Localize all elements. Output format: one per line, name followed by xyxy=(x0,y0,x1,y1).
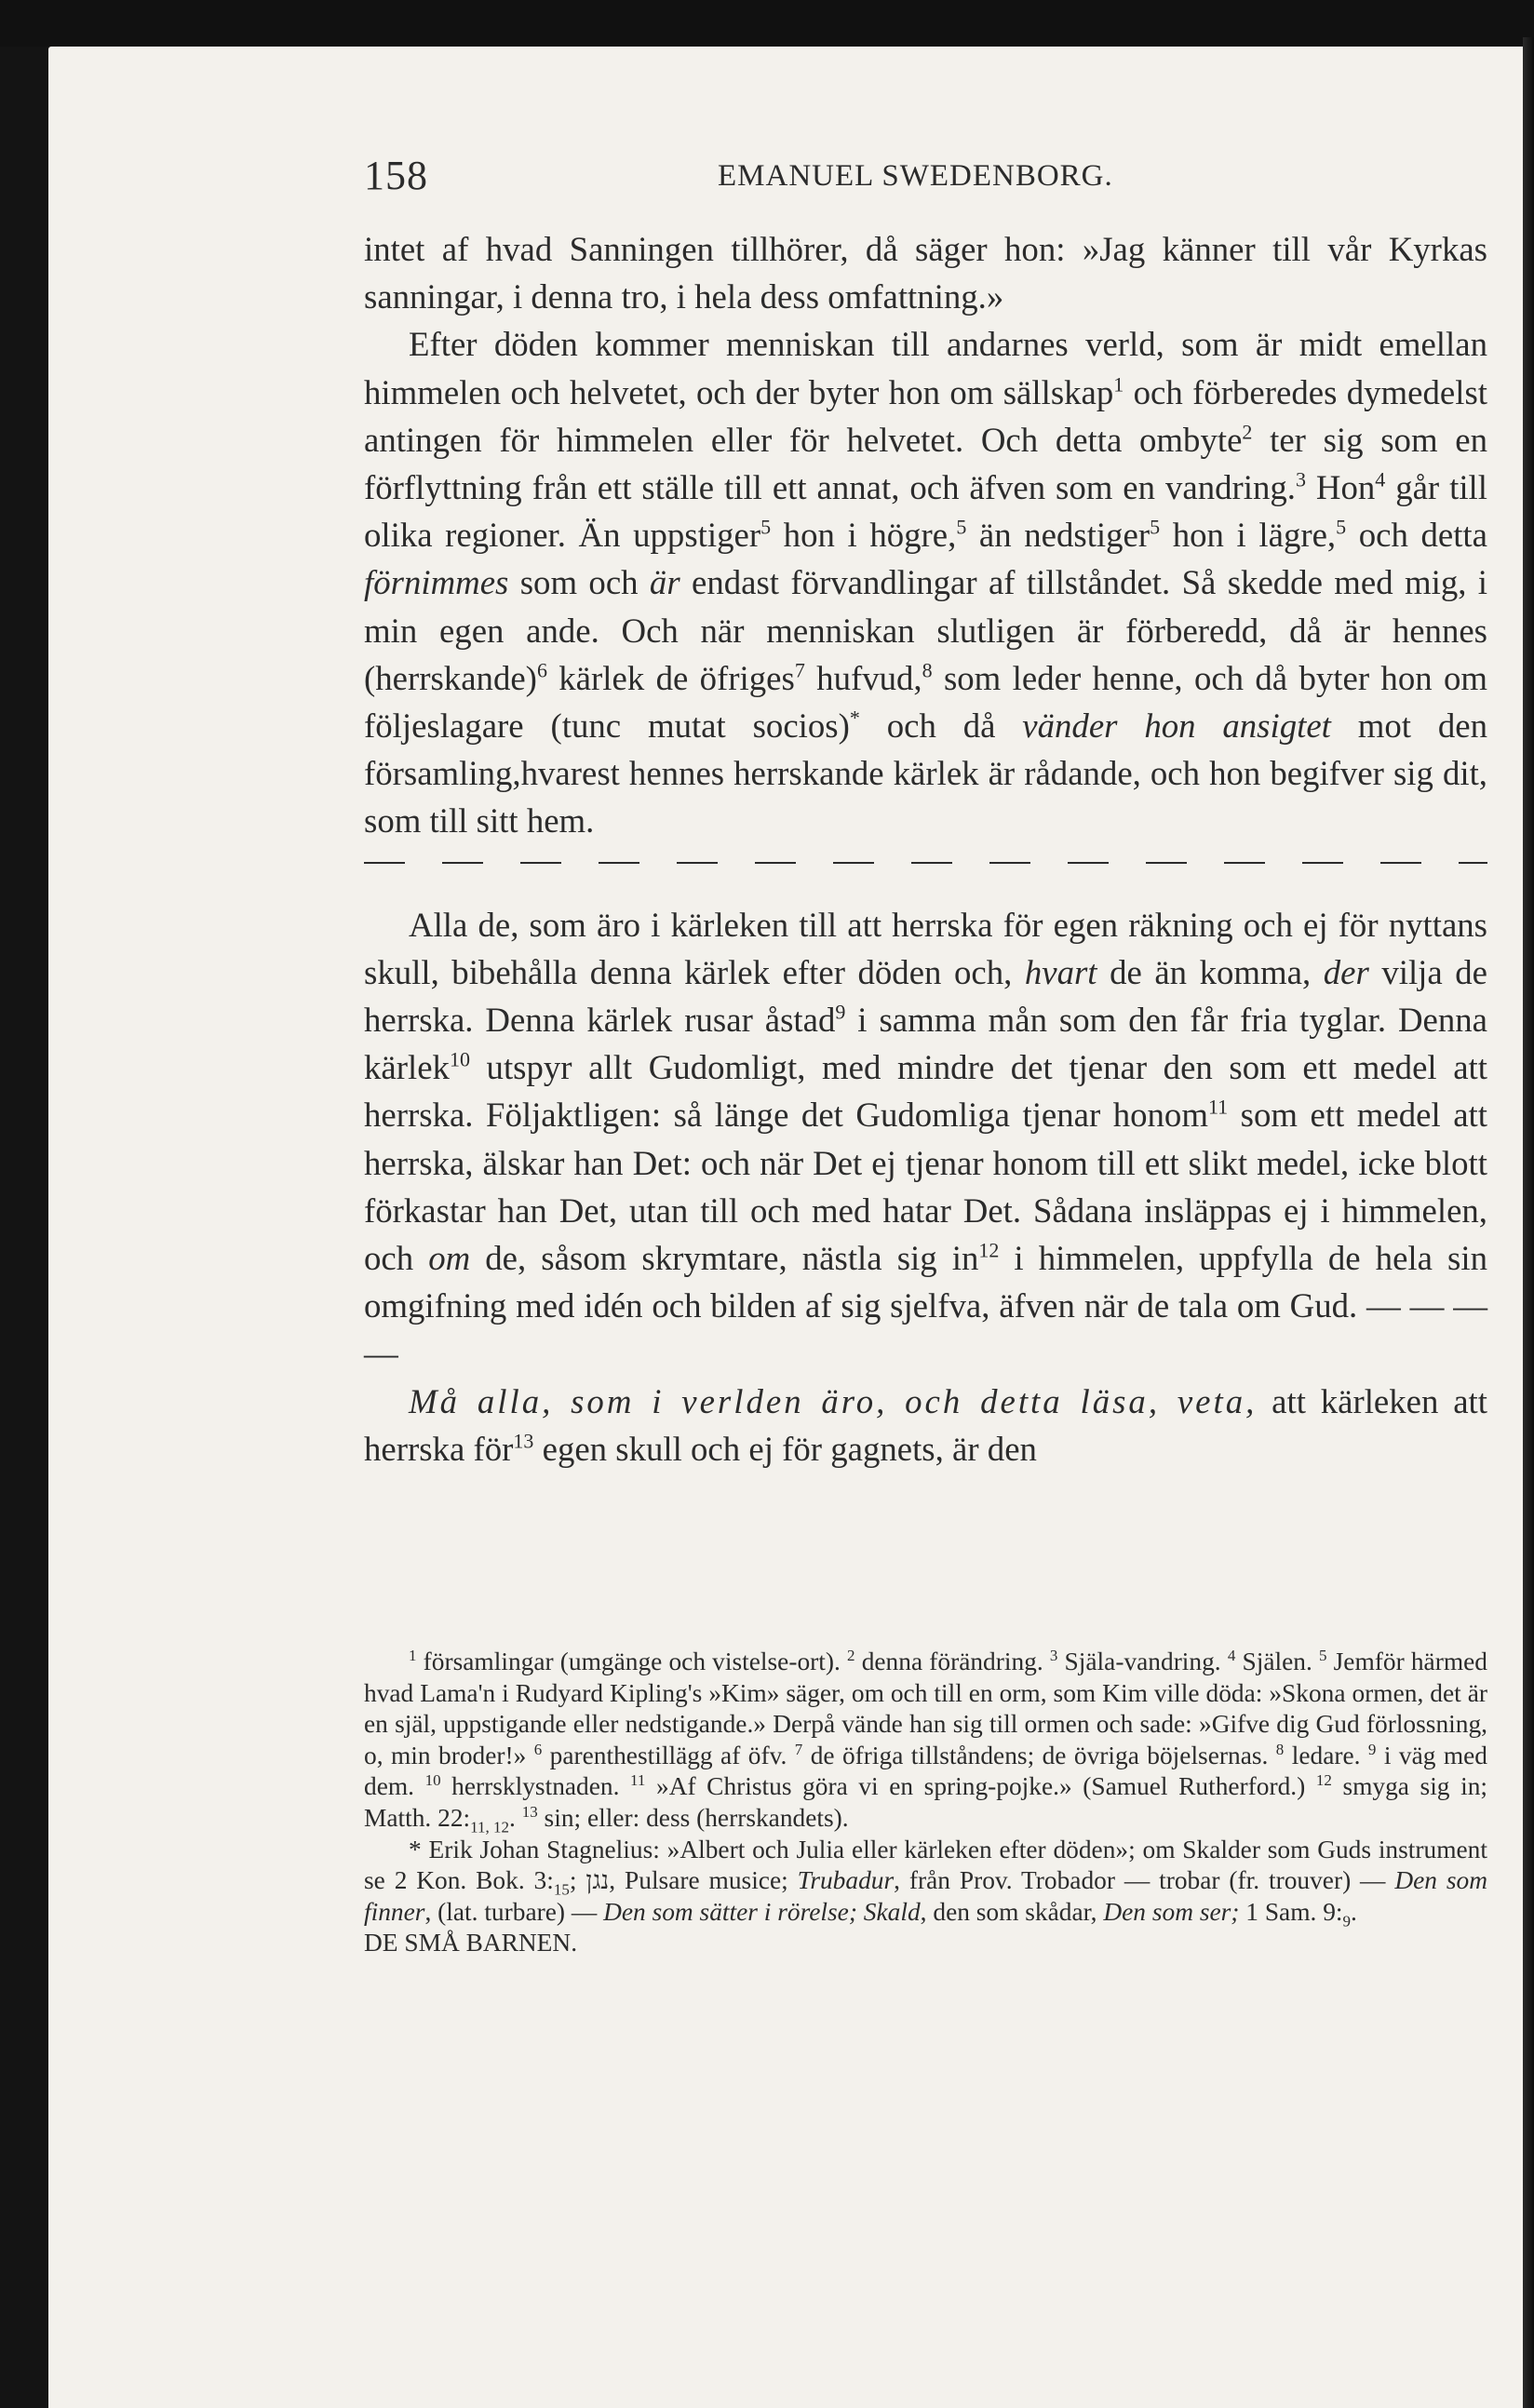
dashed-separator xyxy=(364,851,1487,875)
text: Själa-vandring. xyxy=(1057,1648,1228,1675)
text: 1 Sam. 9: xyxy=(1239,1897,1343,1926)
text: Hon xyxy=(1305,468,1376,507)
footnote-marker: 9 xyxy=(1367,1740,1377,1758)
text: och förberedes dymedelst antingen för himmelen eller för helvetet. Och detta ombyte xyxy=(364,372,1487,459)
footnote-marker: 3 xyxy=(1049,1646,1058,1664)
text: de, såsom skrymtare, nästla sig in xyxy=(470,1239,979,1278)
text: i väg med dem. xyxy=(364,1741,1488,1801)
text: som leder henne, och då byter hon om följeslagare (tunc mutat socios) xyxy=(364,658,1487,746)
header-title: EMANUEL SWEDENBORG. xyxy=(718,159,1113,193)
scan-background-top xyxy=(0,0,1534,47)
running-head xyxy=(364,152,1487,208)
text: parenthestillägg af öfv. xyxy=(542,1741,795,1769)
text: kärlek de öfriges xyxy=(546,658,795,697)
text: Efter döden kommer menniskan till andarnes verld, som är midt emellan himmelen och helvetet, och der byter hon om sällskap xyxy=(364,325,1487,411)
footnote-ref-star: * xyxy=(849,706,860,730)
paragraph-2 xyxy=(364,320,1487,844)
italic-text: om xyxy=(428,1239,471,1278)
footnote-marker: 12 xyxy=(1315,1771,1332,1790)
paragraph-1 xyxy=(364,225,1487,320)
footnote-ref-7: 7 xyxy=(794,658,805,682)
footnote-ref-13: 13 xyxy=(513,1429,534,1453)
footnote-ref-11: 11 xyxy=(1207,1096,1229,1120)
text: ledare. xyxy=(1284,1741,1368,1769)
footnotes xyxy=(364,1647,1487,1959)
text: ; xyxy=(569,1866,586,1895)
text: de öfriga tillståndens; de övriga böjelsernas. xyxy=(802,1741,1276,1769)
footnote-marker: 7 xyxy=(794,1740,803,1758)
text: , den som skådar, xyxy=(920,1897,1104,1926)
footnote-ref-8: 8 xyxy=(922,658,933,682)
text: att kärleken att herrska för xyxy=(364,1381,1487,1468)
verse-reference: 15 xyxy=(553,1880,570,1899)
text: Alla de, som äro i kärleken till att herrska för egen räkning och ej för nyttans skull, bibehålla denna kärlek efter döden och, xyxy=(364,905,1487,991)
text: hufvud, xyxy=(804,658,922,697)
text: hon i lägre, xyxy=(1160,516,1337,555)
footnote-ref-5: 5 xyxy=(1150,515,1161,539)
text: vilja de herrska. Denna kärlek rusar åstad xyxy=(364,952,1487,1040)
text: egen skull och ej för gagnets, är den xyxy=(533,1429,1037,1468)
footnote-ref-9: 9 xyxy=(835,1000,846,1024)
footnote-marker: 5 xyxy=(1318,1646,1327,1664)
footnote-ref-4: 4 xyxy=(1375,467,1386,491)
text: än nedstiger xyxy=(966,516,1150,555)
letterspaced-italic-text: Må alla, som i verlden äro, och detta läsa, veta, xyxy=(409,1381,1258,1420)
footnote-ref-3: 3 xyxy=(1295,467,1306,491)
text: Jemför härmed hvad Lama'n i Rudyard Kipling's »Kim» säger, om och till en orm, som Kim ville döda: »Skona ormen, det är en själ, uppstigande eller nedstigande.» Derpå vände han sig till ormen och sade: »Gifve dig Gud förlossning, o, min broder!» xyxy=(364,1648,1487,1769)
text: . xyxy=(1351,1897,1357,1926)
text: sin; eller: dess (herrskandets). xyxy=(537,1803,849,1832)
paragraph-3 xyxy=(364,901,1487,1378)
text: som ett medel att herrska, älskar han Det: och när Det ej tjenar honom till ett slikt medel, icke blott förkastar han Det, utan till och med hatar Det. Sådana insläppas ej i himmelen, och xyxy=(364,1096,1487,1278)
text: och då xyxy=(859,706,1023,746)
text: i samma mån som den får fria tyglar. Denna kärlek xyxy=(364,1001,1487,1087)
verse-reference: 11, 12 xyxy=(470,1818,509,1836)
italic-text: Den som finner xyxy=(364,1866,1487,1926)
footnote-block-star xyxy=(364,1835,1487,1929)
catchword: DE SMÅ BARNEN. xyxy=(364,1929,578,1957)
text: , från Prov. Trobador — trobar (fr. trouver) — xyxy=(894,1866,1395,1895)
text: och detta xyxy=(1346,516,1487,555)
italic-text: Den som sätter i rörelse; Skald xyxy=(603,1897,921,1926)
italic-text: der xyxy=(1323,952,1369,991)
verse-reference: 9 xyxy=(1342,1912,1352,1930)
text: de än komma, xyxy=(1097,952,1324,991)
text: , Pulsare musice; xyxy=(609,1866,798,1895)
body-text xyxy=(364,225,1487,1473)
text: herrsklystnaden. xyxy=(440,1772,631,1801)
text: »Af Christus göra vi en spring-pojke.» (Samuel Rutherford.) xyxy=(645,1772,1316,1801)
footnote-ref-12: 12 xyxy=(978,1238,1000,1262)
text: ter sig som en förflyttning från ett ställe till ett annat, och äfven som en vandring. xyxy=(364,420,1487,507)
italic-text: Den som ser; xyxy=(1103,1897,1240,1926)
footnote-ref-5: 5 xyxy=(760,515,772,539)
text: församlingar (umgänge och vistelse-ort). xyxy=(416,1648,848,1675)
footnote-marker: 11 xyxy=(630,1771,646,1790)
text: endast förvandlingar af tillståndet. Så skedde med mig, i min egen ande. Och när menniskan slutligen är förberedd, då är hennes (herrskande) xyxy=(364,563,1487,697)
text: går till olika regioner. Än uppstiger xyxy=(364,468,1487,555)
footnote-ref-5: 5 xyxy=(1336,515,1347,539)
footnote-marker: 13 xyxy=(521,1802,538,1821)
scan-background-right xyxy=(1523,37,1534,2408)
footnote-marker: 2 xyxy=(847,1646,855,1664)
footnote-marker: 10 xyxy=(424,1771,441,1790)
hebrew-word: נגן xyxy=(585,1866,610,1895)
footnote-marker: 8 xyxy=(1275,1740,1285,1758)
text: . xyxy=(509,1803,522,1832)
italic-text: vänder hon ansigtet xyxy=(1022,706,1331,746)
footnote-ref-2: 2 xyxy=(1242,420,1253,444)
footnote-block-numbered xyxy=(364,1647,1487,1835)
footnote-ref-6: 6 xyxy=(536,658,547,682)
footnote-marker: 1 xyxy=(409,1646,417,1664)
italic-text: Trubadur xyxy=(797,1866,895,1895)
text: i himmelen, uppfylla de hela sin omgifning med idén och bilden af sig sjelfva, äfven när de tala om Gud. — — — — xyxy=(364,1239,1487,1373)
page-number: 158 xyxy=(364,153,428,198)
text: Själen. xyxy=(1235,1648,1319,1675)
text: mot den församling,hvarest hennes herrskande kärlek är rådande, och hon begifver sig dit, som till sitt hem. xyxy=(364,706,1487,841)
italic-text: är xyxy=(649,563,680,602)
footnote-ref-10: 10 xyxy=(449,1047,470,1071)
italic-text: förnimmes xyxy=(364,563,509,602)
italic-text: hvart xyxy=(1024,952,1097,991)
text: som och xyxy=(508,563,650,602)
footnote-ref-1: 1 xyxy=(1113,372,1124,397)
footnote-ref-5: 5 xyxy=(956,515,967,539)
text: intet af hvad Sanningen tillhörer, då säger hon: »Jag känner till vår Kyrkas sanningar, i denna tro, i hela dess omfattning.» xyxy=(364,230,1487,316)
text: smyga sig in; Matth. 22: xyxy=(364,1772,1488,1832)
text: * Erik Johan Stagnelius: »Albert och Julia eller kärleken efter döden»; om Skalder som Guds instrument se 2 Kon. Bok. 3: xyxy=(364,1835,1487,1895)
text: utspyr allt Gudomligt, med mindre det tjenar den som ett medel att herrska. Följaktligen: så länge det Gudomliga tjenar honom xyxy=(364,1048,1487,1135)
text: denna förändring. xyxy=(854,1648,1050,1675)
text: , (lat. turbare) — xyxy=(424,1897,604,1926)
footnote-marker: 4 xyxy=(1227,1646,1236,1664)
footnote-marker: 6 xyxy=(533,1740,543,1758)
text: hon i högre, xyxy=(771,516,957,555)
paragraph-4 xyxy=(364,1378,1487,1473)
